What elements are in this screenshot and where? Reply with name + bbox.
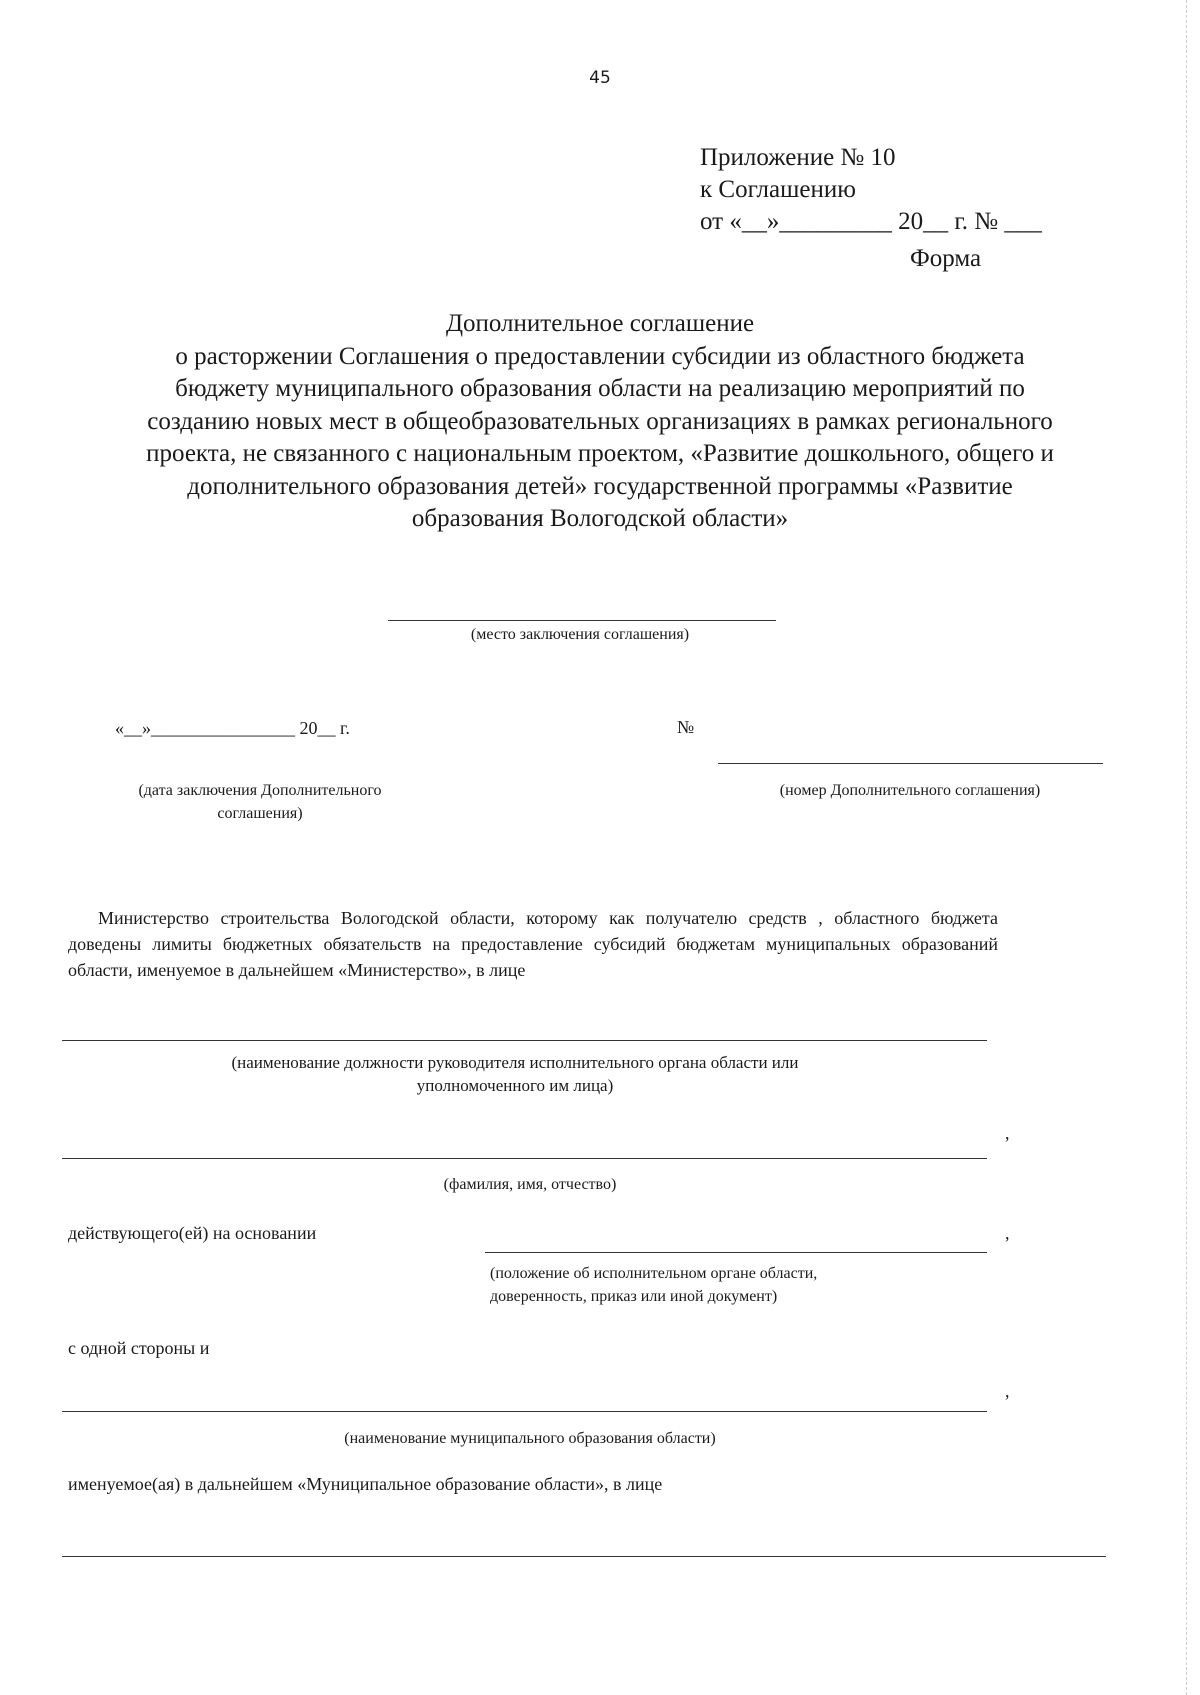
- date-caption: [90, 779, 430, 825]
- title-line: бюджету муниципального образования области на реализацию мероприятий по: [175, 375, 1025, 402]
- page-number: 45: [589, 68, 611, 88]
- municipality-blank-line: [62, 1411, 987, 1412]
- title-line: о расторжении Соглашения о предоставлении субсидии из областного бюджета: [175, 342, 1025, 370]
- title-line: образования Вологодской области»: [411, 505, 789, 532]
- date-line: «__»________________ 20__ г.: [115, 718, 350, 738]
- title-line: созданию новых мест в общеобразовательных организациях в рамках регионального: [147, 407, 1053, 435]
- position-caption: [100, 1051, 930, 1097]
- fio-caption: (фамилия, имя, отчество): [443, 1176, 617, 1193]
- title-line: дополнительного образования детей» государственной программы «Развитие: [187, 472, 1013, 500]
- number-sign: №: [677, 717, 695, 737]
- title-line: Дополнительное соглашение: [445, 310, 755, 337]
- basis-blank-line: [485, 1252, 987, 1253]
- number-blank-line: [718, 763, 1103, 764]
- date-caption-line: соглашения): [217, 805, 303, 822]
- appendix-line-1: Приложение № 10: [700, 144, 896, 171]
- comma: ,: [1005, 1223, 1010, 1243]
- position-caption-line: уполномоченного им лица): [416, 1076, 614, 1095]
- ministry-paragraph-text: Министерство строительства Вологодской области, которому как получателю средств , областного бюджета доведены лимиты бюджетных обязательств на предоставление субсидий бюджетам муниципальных образований области, именуемое в дальнейшем «Министерство», в лице: [68, 908, 998, 980]
- comma: ,: [1005, 1381, 1010, 1401]
- comma: ,: [1005, 1123, 1010, 1143]
- scan-edge-mark: [1186, 0, 1187, 1695]
- basis-caption-line: (положение об исполнительном органе области,: [490, 1265, 818, 1282]
- acting-basis-label: действующего(ей) на основании: [68, 1223, 317, 1243]
- basis-caption: [490, 1262, 910, 1308]
- appendix-line-2: к Соглашению: [700, 176, 856, 203]
- number-caption: (номер Дополнительного соглашения): [779, 782, 1041, 799]
- municipality-caption: (наименование муниципального образования области): [344, 1430, 716, 1447]
- position-blank-line: [62, 1040, 987, 1041]
- representative-blank-line: [62, 1556, 1106, 1557]
- appendix-header: [700, 142, 1042, 238]
- fio-blank-line: [62, 1158, 987, 1159]
- document-title: [60, 308, 1140, 536]
- place-blank-line: [388, 620, 776, 621]
- date-caption-line: (дата заключения Дополнительного: [138, 782, 382, 799]
- named-municipality-text: именуемое(ая) в дальнейшем «Муниципальное образование области», в лице: [68, 1474, 663, 1494]
- ministry-paragraph: [68, 905, 998, 983]
- title-line: проекта, не связанного с национальным проектом, «Развитие дошкольного, общего и: [146, 440, 1054, 467]
- place-caption: (место заключения соглашения): [470, 626, 690, 643]
- form-label: Форма: [910, 245, 982, 272]
- appendix-line-3: от «__»_________ 20__ г. № ___: [700, 208, 1042, 235]
- one-side-label: с одной стороны и: [68, 1338, 210, 1358]
- basis-caption-line: доверенность, приказ или иной документ): [490, 1288, 778, 1305]
- position-caption-line: (наименование должности руководителя исполнительного органа области или: [231, 1053, 799, 1072]
